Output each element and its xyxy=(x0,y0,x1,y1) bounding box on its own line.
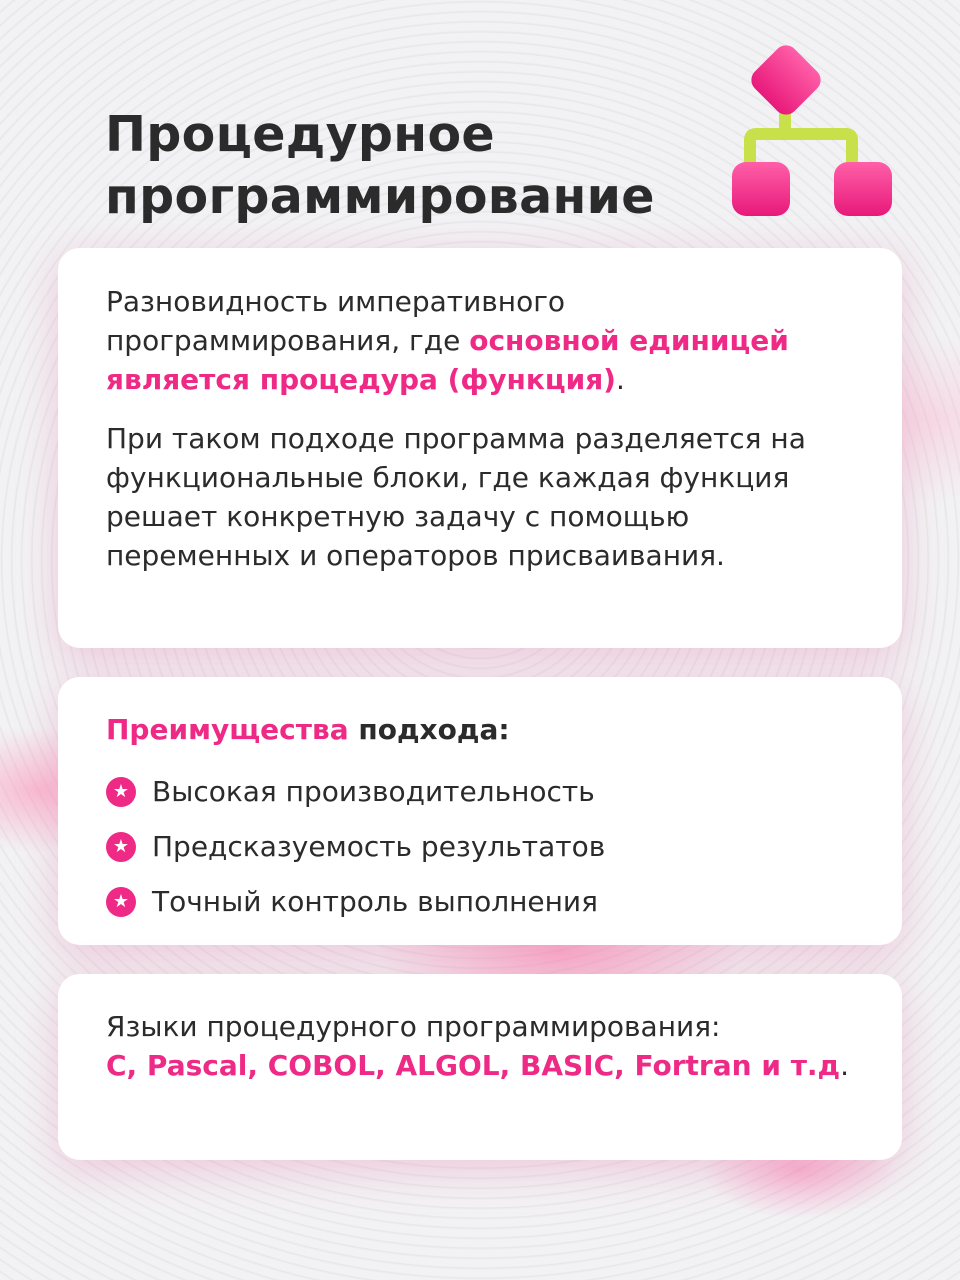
list-item-label: Высокая производительность xyxy=(152,775,595,808)
definition-highlight: основной единицей является процедура (функция) xyxy=(106,324,789,396)
definition-paragraph xyxy=(106,282,866,399)
page-title xyxy=(105,104,655,228)
languages-end: . xyxy=(840,1049,850,1082)
approach-paragraph: При таком подходе программа разделяется на функциональные блоки, где каждая функция решает конкретную задачу с помощью переменных и операторов присваивания. xyxy=(106,422,806,572)
advantages-heading xyxy=(106,710,510,749)
languages-paragraph xyxy=(106,1007,866,1085)
title-line-1: Процедурное xyxy=(105,106,495,163)
advantages-heading-rest: подхода: xyxy=(348,713,510,746)
star-icon: ★ xyxy=(106,832,136,862)
definition-card xyxy=(58,248,902,648)
list-item-label: Точный контроль выполнения xyxy=(152,885,598,918)
languages-card xyxy=(58,974,902,1160)
definition-end: . xyxy=(615,363,625,396)
languages-list: C, Pascal, COBOL, ALGOL, BASIC, Fortran и т.д xyxy=(106,1049,841,1082)
definition-text: Разновидность императивного программирования, где xyxy=(106,285,566,357)
star-icon: ★ xyxy=(106,777,136,807)
hierarchy-blocks-icon xyxy=(728,44,898,224)
advantages-card xyxy=(58,677,902,945)
list-item xyxy=(106,874,605,929)
advantages-heading-highlight: Преимущества xyxy=(106,713,349,746)
title-line-2: программирование xyxy=(105,168,655,225)
advantages-list xyxy=(106,764,605,929)
list-item-label: Предсказуемость результатов xyxy=(152,830,606,863)
list-item xyxy=(106,819,605,874)
star-icon: ★ xyxy=(106,887,136,917)
list-item xyxy=(106,764,605,819)
languages-intro: Языки процедурного программирования: xyxy=(106,1010,721,1043)
